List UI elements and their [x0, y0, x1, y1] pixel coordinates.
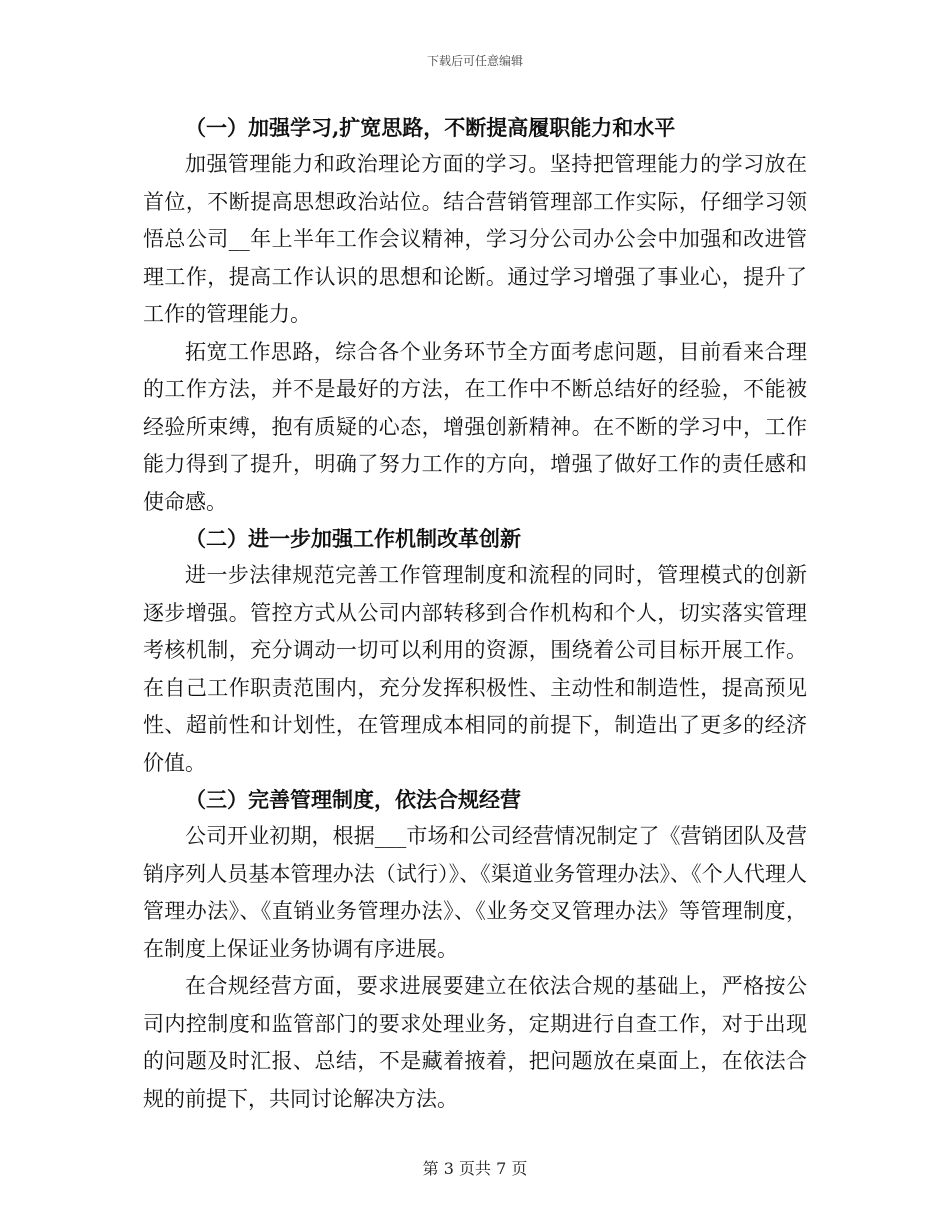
paragraph: 在合规经营方面，要求进展要建立在依法合规的基础上，严格按公司内控制度和监管部门的要求处理业务，定期进行自查工作，对于出现的问题及时汇报、总结，不是藏着掖着，把问题放在桌面上，在依法合规的前提下，共同讨论解决方法。: [143, 974, 807, 1111]
section-3: [143, 782, 807, 1118]
paragraph: 加强管理能力和政治理论方面的学习。坚持把管理能力的学习放在首位，不断提高思想政治站位。结合营销管理部工作实际，仔细学习领悟总公司__年上半年工作会议精神，学习分公司办公会中加强和改进管理工作，提高工作认识的思想和论断。通过学习增强了事业心，提升了工作的管理能力。: [143, 152, 807, 326]
paragraph: 公司开业初期，根据___市场和公司经营情况制定了《营销团队及营销序列人员基本管理办法（试行）》、《渠道业务管理办法》、《个人代理人管理办法》、《直销业务管理办法》、《业务交叉管理办法》等管理制度，在制度上保证业务协调有序进展。: [143, 824, 807, 961]
page-number-footer: 第 3 页共 7 页: [422, 1159, 528, 1178]
section-heading: （一）加强学习,扩宽思路，不断提高履职能力和水平: [185, 115, 676, 140]
section-1: [143, 110, 807, 521]
document-body: [143, 110, 807, 1118]
page-header-note: 下载后可任意编辑: [426, 54, 523, 68]
paragraph: 拓宽工作思路，综合各个业务环节全方面考虑问题，目前看来合理的工作方法，并不是最好的方法，在工作中不断总结好的经验，不能被经验所束缚，抱有质疑的心态，增强创新精神。在不断的学习中，工作能力得到了提升，明确了努力工作的方向，增强了做好工作的责任感和使命感。: [143, 339, 807, 514]
section-heading: （三）完善管理制度，依法合规经营: [185, 787, 521, 812]
section-heading: （二）进一步加强工作机制改革创新: [185, 526, 521, 551]
paragraph: 进一步法律规范完善工作管理制度和流程的同时，管理模式的创新逐步增强。管控方式从公司内部转移到合作机构和个人，切实落实管理考核机制，充分调动一切可以利用的资源，围绕着公司目标开展工作。在自己工作职责范围内，充分发挥积极性、主动性和制造性，提高预见性、超前性和计划性，在管理成本相同的前提下，制造出了更多的经济价值。: [143, 563, 807, 775]
section-2: [143, 521, 807, 782]
